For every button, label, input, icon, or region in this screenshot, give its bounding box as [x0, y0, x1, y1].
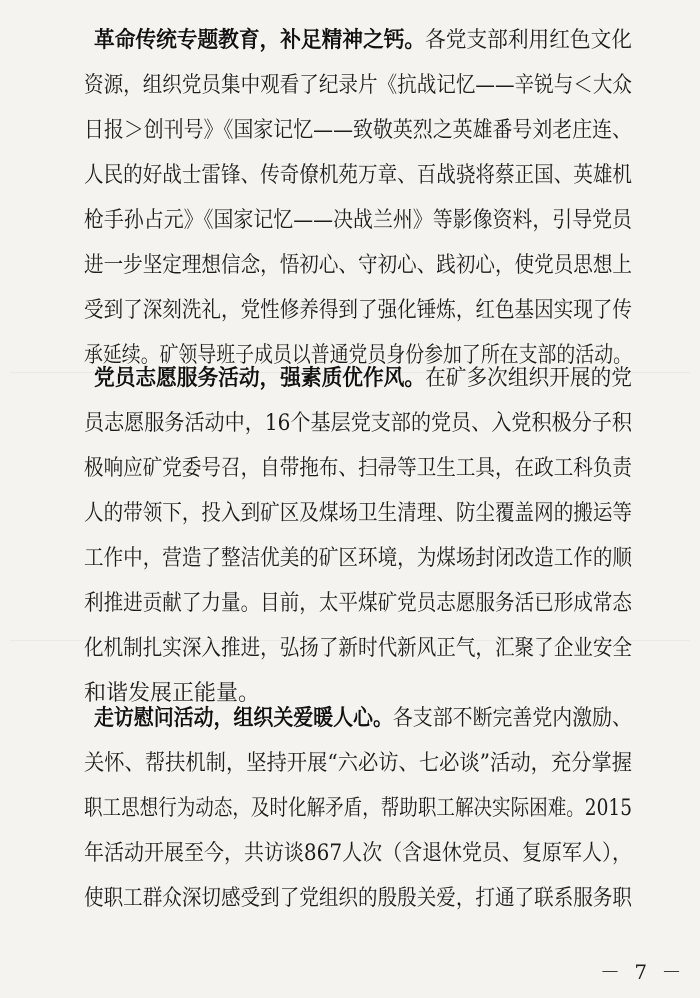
paragraph-text: 资源，组织党员集中观看了纪录片《抗战记忆——辛锐与＜大众 [84, 73, 632, 98]
paragraph-text: 利推进贡献了力量。目前，太平煤矿党员志愿服务活已形成常态 [84, 591, 632, 616]
paragraph-text: 各党支部利用红色文化 [425, 28, 632, 53]
text-line [84, 536, 632, 581]
paragraph-text: 日报＞创刊号》《国家记忆——致敬英烈之英雄番号刘老庄连、 [84, 118, 632, 143]
text-line [84, 581, 632, 626]
paragraph-text: 人民的好战士雷锋、传奇僚机苑万章、百战骁将蔡正国、英雄机 [84, 163, 632, 188]
paragraph-text: 和谐发展正能量。 [84, 681, 261, 706]
paragraph-volunteer-service [84, 356, 632, 716]
paragraph-text: 年活动开展至今，共访谈867人次（含退休党员、复原军人）， [84, 841, 632, 866]
paragraph-text: 使职工群众深切感受到了党组织的殷殷关爱，打通了联系服务职 [84, 886, 632, 911]
text-line [84, 446, 632, 491]
paragraph-revolutionary-education [84, 18, 632, 378]
paragraph-text: 承延续。矿领导班子成员以普通党员身份参加了所在支部的活动。 [84, 343, 632, 368]
text-line [84, 198, 632, 243]
text-line [84, 63, 632, 108]
text-line [84, 876, 632, 921]
page-number: － 7 － [600, 960, 686, 984]
paragraph-text: 极响应矿党委号召，自带拖布、扫帚等卫生工具，在政工科负责 [84, 456, 632, 481]
paragraph-visiting-care [84, 696, 632, 921]
text-line [84, 356, 632, 401]
text-line [84, 741, 632, 786]
paragraph-text: 各支部不断完善党内激励、 [392, 706, 632, 731]
text-line [84, 153, 632, 198]
text-line [84, 786, 632, 831]
text-line [84, 18, 632, 63]
paragraph-text: 受到了深刻洗礼，党性修养得到了强化锤炼，红色基因实现了传 [84, 298, 632, 323]
paragraph-lead: 革命传统专题教育，补足精神之钙。 [94, 27, 426, 53]
text-line [84, 108, 632, 153]
text-line [84, 288, 632, 333]
text-line [84, 831, 632, 876]
paragraph-text: 化机制扎实深入推进，弘扬了新时代新风正气，汇聚了企业安全 [84, 636, 632, 661]
paragraph-text: 工作中，营造了整洁优美的矿区环境，为煤场封闭改造工作的顺 [84, 546, 632, 571]
paragraph-text: 在矿多次组织开展的党 [425, 366, 632, 391]
paragraph-text: 进一步坚定理想信念，悟初心、守初心、践初心，使党员思想上 [84, 253, 632, 278]
paragraph-text: 人的带领下，投入到矿区及煤场卫生清理、防尘覆盖网的搬运等 [84, 501, 632, 526]
paragraph-text: 员志愿服务活动中，16个基层党支部的党员、入党积极分子积 [84, 411, 632, 436]
text-line [84, 243, 632, 288]
text-line [84, 401, 632, 446]
paragraph-text: 关怀、帮扶机制，坚持开展“六必访、七必谈”活动，充分掌握 [84, 751, 632, 776]
text-line [84, 491, 632, 536]
paragraph-text: 枪手孙占元》《国家记忆——决战兰州》等影像资料，引导党员 [84, 208, 632, 233]
paragraph-lead: 党员志愿服务活动，强素质优作风。 [94, 365, 426, 391]
text-line [84, 696, 632, 741]
paragraph-text: 职工思想行为动态，及时化解矛盾，帮助职工解决实际困难。2015 [84, 796, 632, 821]
text-line [84, 626, 632, 671]
paragraph-lead: 走访慰问活动，组织关爱暖人心。 [94, 705, 393, 731]
